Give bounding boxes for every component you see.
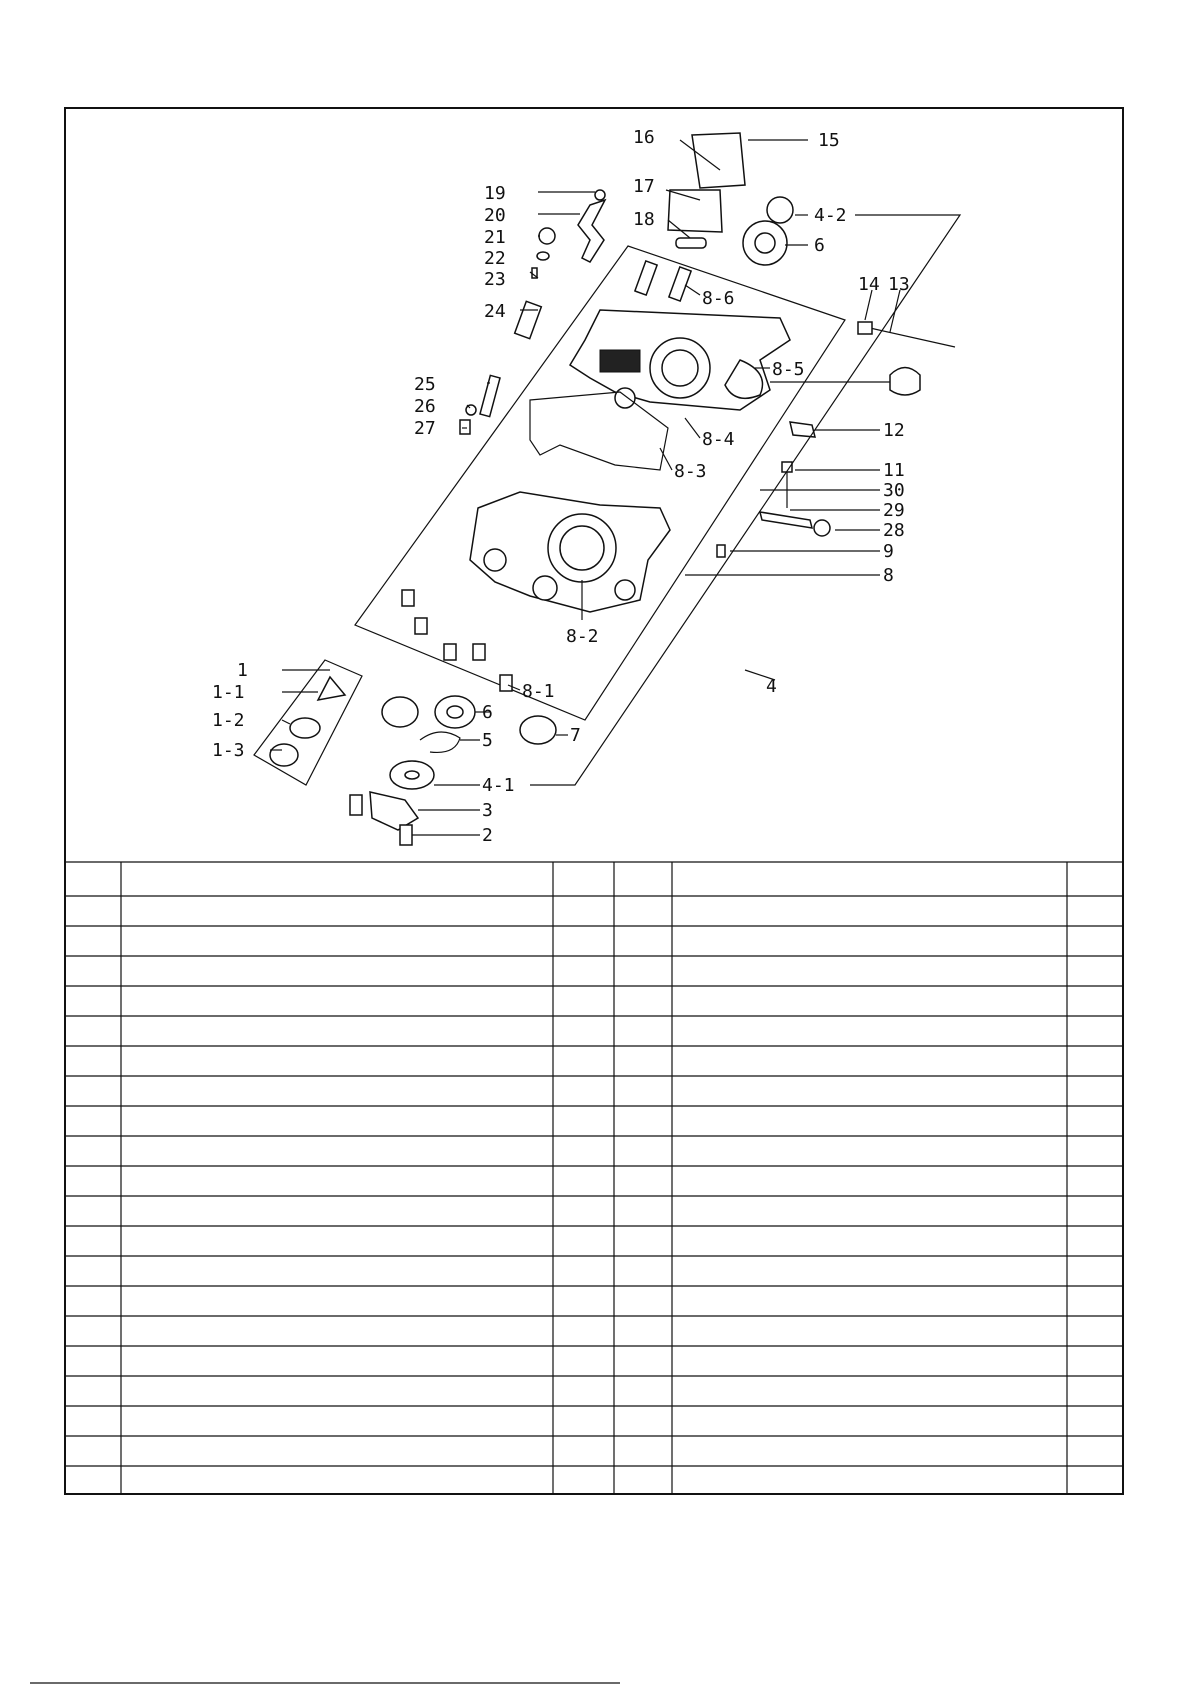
callout-label: 8-6 <box>702 288 735 309</box>
screw-27 <box>460 420 470 434</box>
callout-label: 9 <box>883 541 894 562</box>
spacer <box>676 238 706 248</box>
callout-label: 28 <box>883 520 905 541</box>
callout-label: 19 <box>484 183 506 204</box>
callout-label: 26 <box>414 396 436 417</box>
callout-label: 14 <box>858 274 880 295</box>
callout-label: 18 <box>633 209 655 230</box>
callout-label: 3 <box>482 800 493 821</box>
washer-1-2 <box>290 718 320 738</box>
plate <box>668 190 722 232</box>
clamp-14 <box>858 322 872 334</box>
bearing-left-bottom <box>382 697 418 727</box>
callout-label: 27 <box>414 418 436 439</box>
screw-2a <box>350 795 362 815</box>
callout-label: 30 <box>883 480 905 501</box>
leader-lines <box>270 140 900 835</box>
callout-label: 25 <box>414 374 436 395</box>
callout-label: 4-1 <box>482 775 515 796</box>
seal-1-3 <box>270 744 298 766</box>
callout-label: 8-3 <box>674 461 707 482</box>
screws-8-1 <box>402 590 512 691</box>
callout-label: 5 <box>482 730 493 751</box>
ring-26 <box>466 405 476 415</box>
callout-label: 7 <box>570 725 581 746</box>
callout-label: 29 <box>883 500 905 521</box>
callout-label: 21 <box>484 227 506 248</box>
pin-25 <box>480 375 500 416</box>
springs <box>635 261 691 301</box>
nut-19 <box>595 190 605 200</box>
callout-label: 8-2 <box>566 626 599 647</box>
crankcase-lower <box>470 492 670 612</box>
callout-label: 16 <box>633 127 655 148</box>
callout-label: 8-4 <box>702 429 735 450</box>
callout-label: 15 <box>818 130 840 151</box>
callout-label: 24 <box>484 301 506 322</box>
pin-9 <box>717 545 725 557</box>
cover-plate <box>692 133 745 188</box>
bearing-right <box>890 368 920 396</box>
callout-label: 23 <box>484 269 506 290</box>
tensioner <box>760 512 812 528</box>
callout-label: 20 <box>484 205 506 226</box>
sleeve-24 <box>515 301 542 338</box>
screw-13 <box>870 328 955 347</box>
crankcase-upper <box>570 310 790 410</box>
callout-label: 8 <box>883 565 894 586</box>
callout-label: 11 <box>883 460 905 481</box>
lever-20 <box>578 200 605 262</box>
oil-seal-top <box>767 197 793 223</box>
callout-label: 12 <box>883 420 905 441</box>
gasket <box>530 392 668 470</box>
ring-22 <box>537 252 549 260</box>
callout-label: 6 <box>814 235 825 256</box>
circlip-5 <box>420 732 460 752</box>
bearing-7 <box>520 716 556 744</box>
callout-label: 1-3 <box>212 740 245 761</box>
screw-2b <box>400 825 412 845</box>
callout-label: 4-2 <box>814 205 847 226</box>
callout-labels <box>212 127 910 846</box>
callout-label: 6 <box>482 702 493 723</box>
callout-label: 8-5 <box>772 359 805 380</box>
callout-label: 22 <box>484 248 506 269</box>
callout-label: 2 <box>482 825 493 846</box>
callout-label: 4 <box>766 676 777 697</box>
callout-label: 17 <box>633 176 655 197</box>
washer-21 <box>539 228 555 244</box>
parts-table <box>65 862 1123 1494</box>
callout-label: 8-1 <box>522 681 555 702</box>
callout-label: 1 <box>237 660 248 681</box>
callout-label: 13 <box>888 274 910 295</box>
callout-label: 1-1 <box>212 682 245 703</box>
callout-label: 1-2 <box>212 710 245 731</box>
exploded-diagram <box>212 127 960 846</box>
cover-1-1 <box>318 677 345 700</box>
